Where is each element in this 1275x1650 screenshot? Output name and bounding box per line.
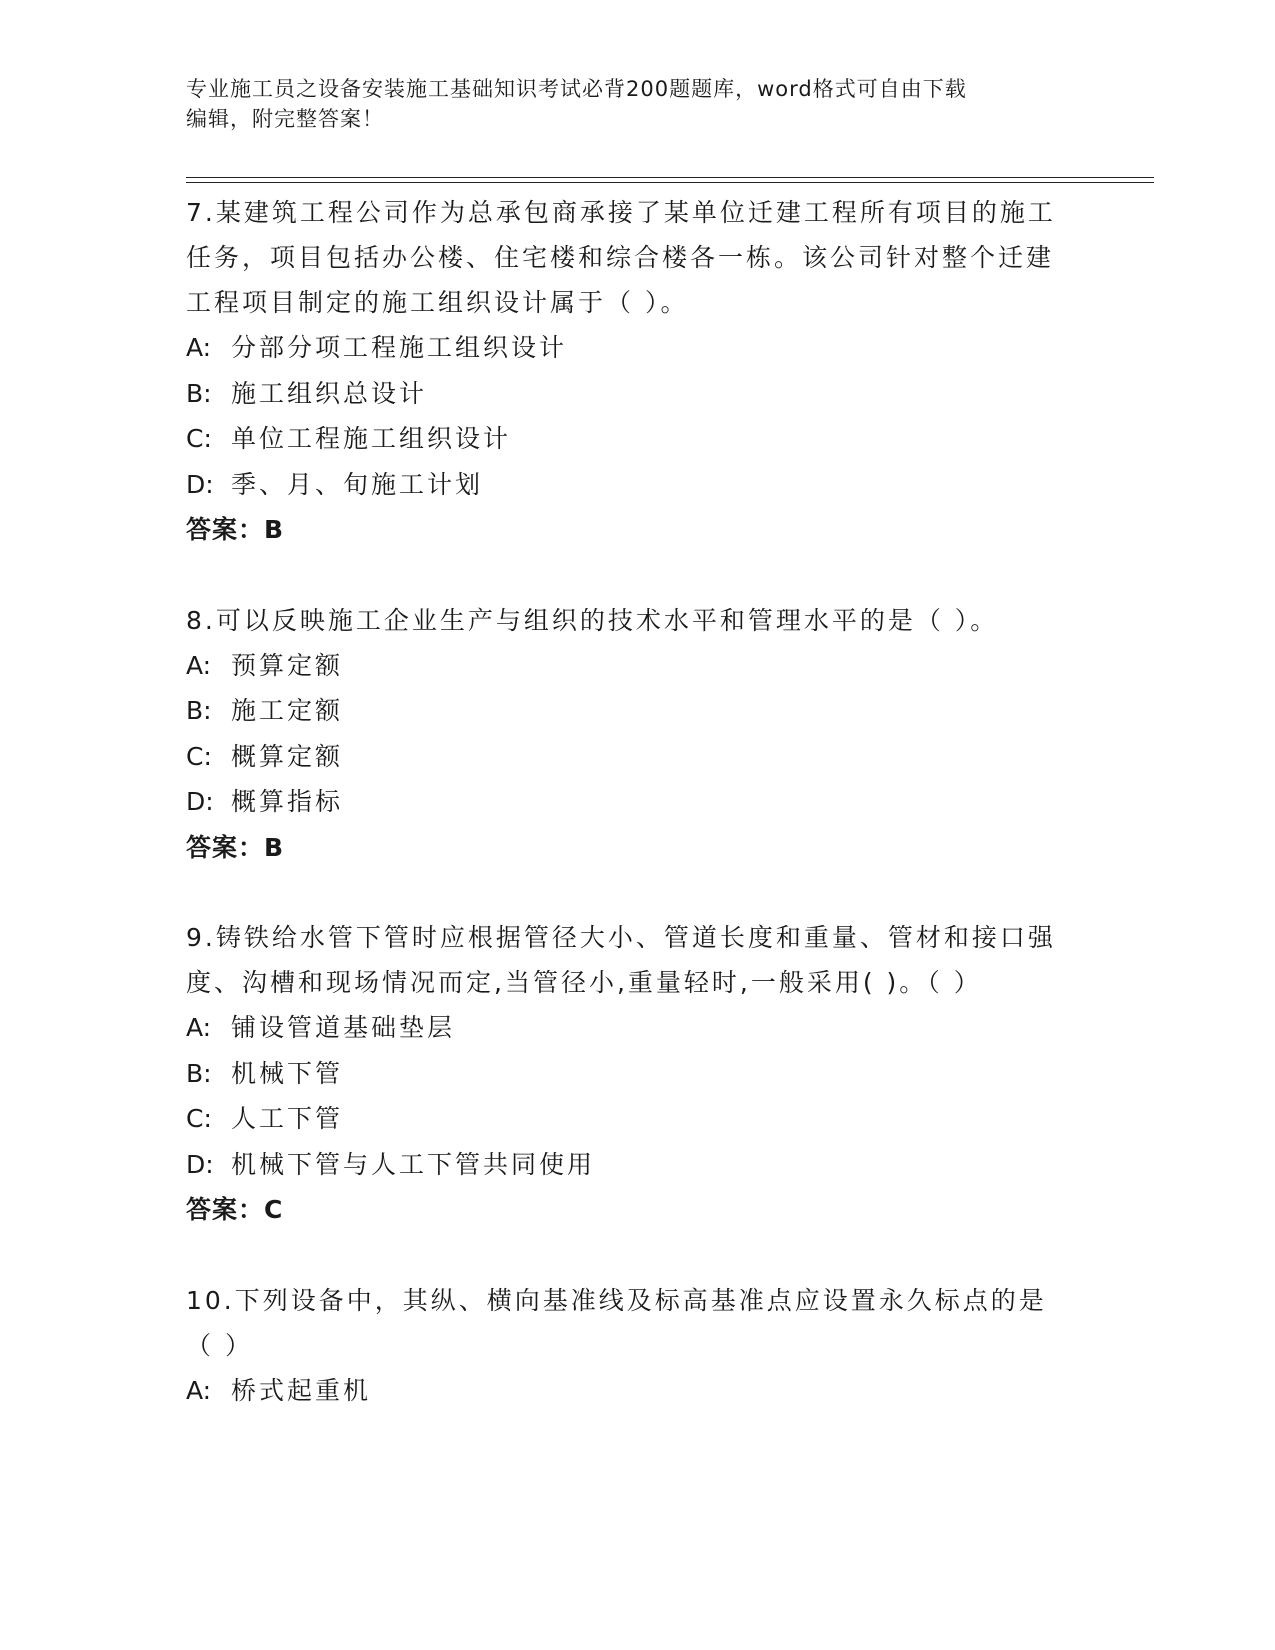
- question-spacer: [186, 870, 1066, 915]
- option-letter: A:: [186, 1375, 212, 1405]
- question-8: [186, 598, 1066, 871]
- option-letter: B:: [186, 696, 212, 725]
- option-letter: A:: [186, 1013, 212, 1042]
- option-d: [186, 1142, 1066, 1188]
- option-text: 施工定额: [231, 696, 344, 725]
- header-divider-top: [186, 177, 1154, 178]
- document-header: [186, 74, 1066, 134]
- question-7: [186, 190, 1066, 553]
- option-a: [186, 1368, 1066, 1414]
- option-b: [186, 688, 1066, 734]
- option-letter: C:: [186, 1104, 212, 1133]
- question-10: [186, 1278, 1066, 1414]
- option-text: 季、月、旬施工计划: [231, 469, 484, 499]
- option-a: [186, 643, 1066, 689]
- option-letter: B:: [186, 1058, 212, 1088]
- header-divider-bottom: [186, 182, 1154, 183]
- option-text: 机械下管: [231, 1058, 344, 1088]
- option-text: 概算定额: [231, 741, 344, 771]
- option-text: 人工下管: [231, 1104, 344, 1133]
- question-stem: 7.某建筑工程公司作为总承包商承接了某单位迁建工程所有项目的施工任务，项目包括办公楼、住宅楼和综合楼各一栋。该公司针对整个迁建工程项目制定的施工组织设计属于（ ）。: [186, 198, 1056, 317]
- question-9: [186, 915, 1066, 1233]
- question-list: [186, 190, 1066, 1413]
- question-stem: 9.铸铁给水管下管时应根据管径大小、管道长度和重量、管材和接口强度、沟槽和现场情况而定,当管径小,重量轻时,一般采用( )。（ ）: [186, 923, 1056, 997]
- answer-label: 答案：C: [186, 1195, 284, 1224]
- option-text: 分部分项工程施工组织设计: [231, 333, 568, 362]
- header-line-2: 编辑，附完整答案！: [186, 107, 384, 131]
- question-stem: 10.下列设备中，其纵、横向基准线及标高基准点应设置永久标点的是（ ）: [186, 1285, 1047, 1360]
- option-text: 单位工程施工组织设计: [231, 424, 512, 453]
- option-c: [186, 734, 1066, 780]
- question-spacer: [186, 553, 1066, 598]
- option-letter: B:: [186, 378, 212, 408]
- option-text: 桥式起重机: [231, 1375, 372, 1405]
- option-text: 预算定额: [231, 650, 344, 680]
- option-letter: C:: [186, 424, 212, 453]
- option-b: [186, 371, 1066, 417]
- option-text: 机械下管与人工下管共同使用: [231, 1149, 596, 1179]
- option-text: 铺设管道基础垫层: [231, 1013, 456, 1042]
- option-letter: A:: [186, 650, 212, 680]
- option-letter: A:: [186, 333, 212, 362]
- option-d: [186, 779, 1066, 825]
- option-letter: C:: [186, 741, 212, 771]
- option-b: [186, 1051, 1066, 1097]
- question-spacer: [186, 1233, 1066, 1278]
- option-letter: D:: [186, 1149, 214, 1179]
- answer-label: 答案：B: [186, 832, 285, 862]
- option-d: [186, 462, 1066, 508]
- header-line-1: 专业施工员之设备安装施工基础知识考试必背200题题库，word格式可自由下载: [186, 77, 967, 101]
- question-stem: 8.可以反映施工企业生产与组织的技术水平和管理水平的是（ ）。: [186, 605, 999, 635]
- option-a: [186, 325, 1066, 371]
- option-text: 概算指标: [231, 787, 344, 816]
- option-letter: D:: [186, 787, 214, 816]
- option-text: 施工组织总设计: [231, 378, 428, 408]
- option-letter: D:: [186, 469, 214, 499]
- option-a: [186, 1005, 1066, 1051]
- option-c: [186, 416, 1066, 462]
- answer-label: 答案：B: [186, 515, 285, 544]
- option-c: [186, 1096, 1066, 1142]
